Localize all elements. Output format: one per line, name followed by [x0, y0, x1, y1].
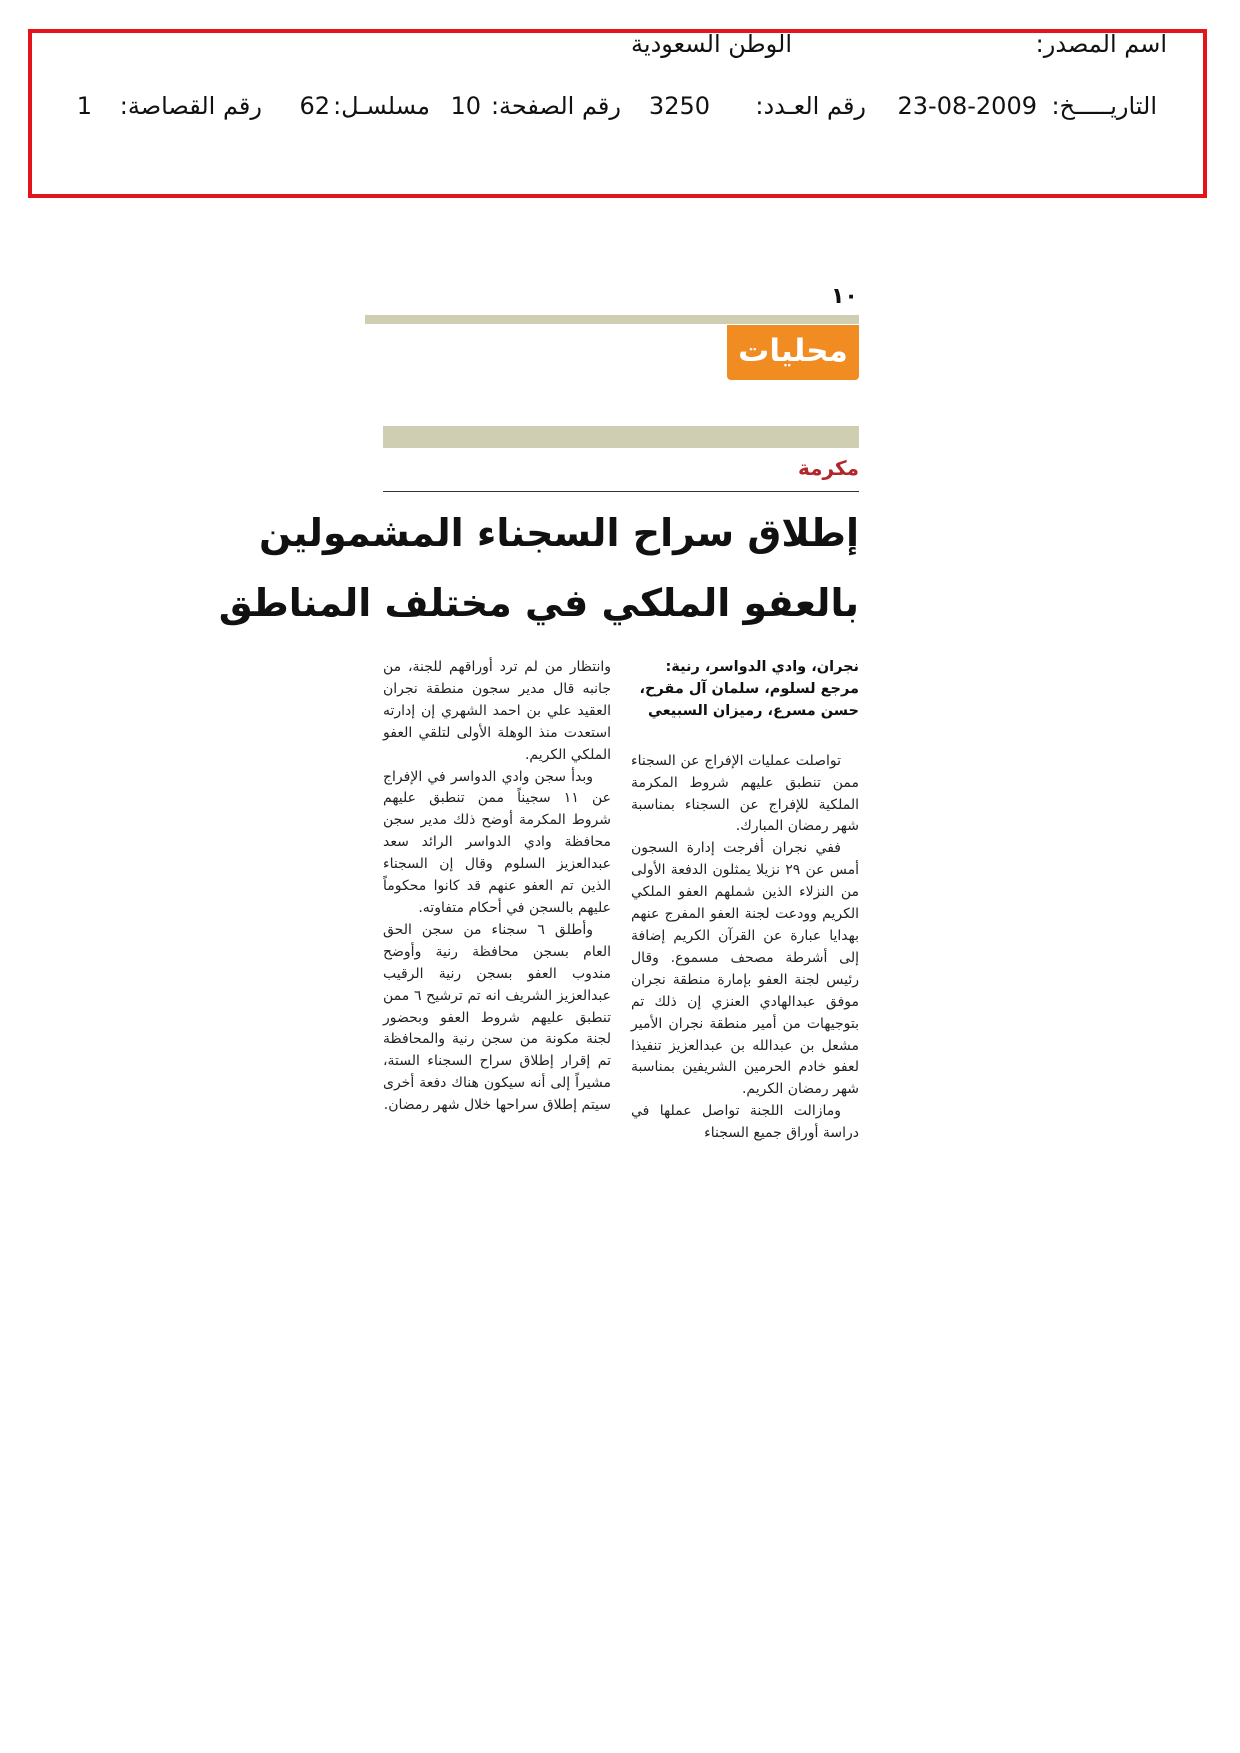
article-column-left	[383, 657, 611, 1117]
issue-value: 3250	[648, 92, 710, 120]
header-band	[383, 426, 859, 448]
byline-line-2: مرجع لسلوم، سلمان آل مقرح،	[639, 680, 859, 697]
byline-line-3: حسن مسرع، رميزان السبيعي	[647, 702, 859, 719]
body-paragraph: وانتظار من لم ترد أوراقهم للجنة، من جانبه قال مدير سجون منطقة نجران العقيد علي بن احمد الشهري إن إدارته استعدت منذ الوهلة الأولى لتلقي العفو الملكي الكريم.	[383, 659, 611, 763]
date-value: 23-08-2009	[897, 92, 1037, 120]
top-rule	[365, 315, 859, 324]
article-column-right	[631, 657, 859, 1145]
kicker: مكرمة	[798, 456, 859, 480]
page-label: رقم الصفحة:	[490, 92, 621, 120]
serial-value: 62	[299, 92, 330, 120]
issue-label: رقم العـدد:	[755, 92, 866, 120]
body-paragraph: ففي نجران أفرجت إدارة السجون أمس عن ٢٩ نزيلا يمثلون الدفعة الأولى من النزلاء الذين شملهم العفو الملكي الكريم وودعت لجنة العفو المفرج عنهم بهدايا عبارة عن القرآن الكريم إضافة إلى أشرطة مصحف مسموع. وقال رئيس لجنة العفو بإمارة منطقة نجران موفق عبدالهادي العنزي إن ذلك تم بتوجيهات من أمير منطقة نجران الأمير مشعل بن عبدالله بن عبدالعزيز تنفيذا لعفو خادم الحرمين الشريفين بمناسبة شهر رمضان الكريم.	[631, 840, 859, 1098]
serial-label: مسلسـل:	[333, 92, 430, 120]
source-value: الوطن السعودية	[631, 30, 792, 58]
clipping-number-label: رقم القصاصة:	[119, 92, 262, 120]
kicker-rule	[383, 491, 859, 492]
date-label: التاريـــــخ:	[1051, 92, 1157, 120]
section-label: محليات	[727, 325, 859, 380]
source-label: اسم المصدر:	[1035, 30, 1167, 58]
page-value: 10	[450, 92, 481, 120]
body-paragraph: ومازالت اللجنة تواصل عملها في دراسة أوراق جميع السجناء	[631, 1103, 859, 1142]
headline-line-2: بالعفو الملكي في مختلف المناطق	[218, 581, 859, 625]
byline	[631, 657, 859, 723]
newspaper-page-number: ١٠	[831, 284, 858, 309]
body-paragraph: وبدأ سجن وادي الدواسر في الإفراج عن ١١ سجيناً ممن تنطبق عليهم شروط المكرمة أوضح ذلك مدير سجن محافظة وادي الدواسر الرائد سعد عبدالعزيز السلوم وقال إن السجناء الذين تم العفو عنهم قد كانوا محكوماً عليهم بالسجن في أحكام متفاوته.	[383, 768, 611, 916]
body-paragraph: وأطلق ٦ سجناء من سجن الحق العام بسجن محافظة رنية وأوضح مندوب العفو بسجن رنية الرقيب عبدالعزيز الشريف انه تم ترشيح ٦ ممن تنطبق عليهم شروط العفو وبحضور لجنة مكونة من سجن رنية والمحافظة تم إقرار إطلاق سراح السجناء الستة، مشيراً إلى أنه سيكون هناك دفعة أخرى سيتم إطلاق سراحها خلال شهر رمضان.	[383, 921, 612, 1114]
byline-line-1: نجران، وادي الدواسر، رنية:	[665, 659, 859, 675]
body-paragraph: تواصلت عمليات الإفراج عن السجناء ممن تنطبق عليهم شروط المكرمة الملكية للإفراج عن السجناء بمناسبة شهر رمضان المبارك.	[631, 752, 859, 835]
headline-line-1: إطلاق سراح السجناء المشمولين	[258, 511, 859, 555]
clipping-number-value: 1	[76, 92, 92, 120]
headline	[218, 498, 859, 638]
